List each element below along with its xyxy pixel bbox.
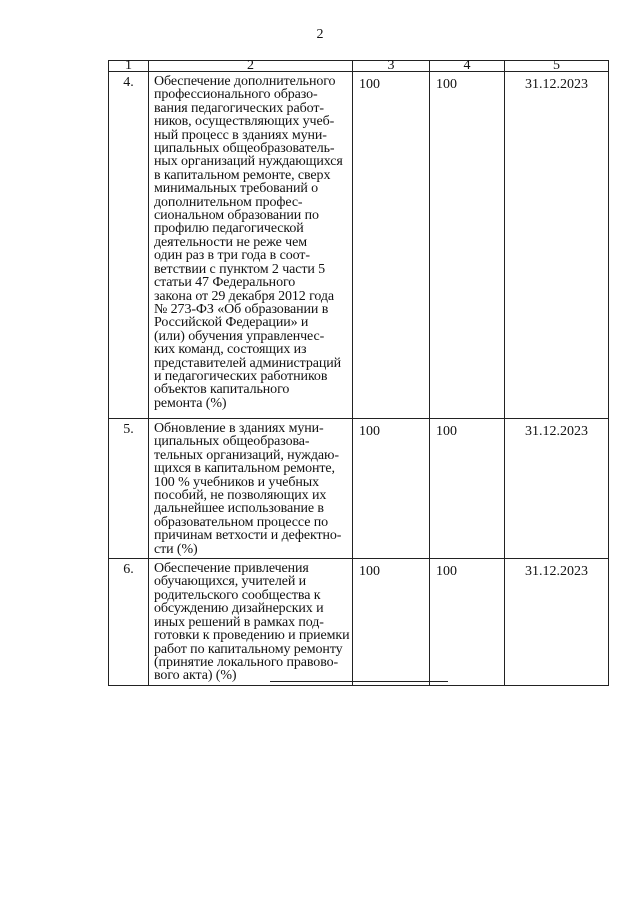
table-row [109,559,609,686]
page-number: 2 [316,27,324,42]
description-line: сиональном образовании по [154,208,319,224]
description-line: статьи 47 Федерального [154,275,296,291]
value-column-4: 100 [430,72,505,419]
deadline-date: 31.12.2023 [505,559,609,686]
indicator-description [149,72,353,419]
description-line: сти (%) [154,541,198,557]
description-line: ципальных общеобразователь- [154,141,335,157]
description-line: образовательном процессе по [154,514,329,530]
value-column-4: 100 [430,559,505,686]
value-column-3: 100 [353,419,430,559]
description-line: ных организаций нуждающихся [154,154,343,170]
description-line: 100 % учебников и учебных [154,474,319,490]
deadline-date: 31.12.2023 [505,419,609,559]
table-row [109,419,609,559]
description-line: щихся в капитальном ремонте, [154,461,335,477]
description-line: Обновление в зданиях муни- [154,421,324,436]
value-column-3: 100 [353,72,430,419]
description-line: деятельности не реже чем [154,234,307,250]
description-line: Обеспечение дополнительного [154,74,336,89]
description-line: представителей администраций [154,355,342,371]
indicator-description [149,559,353,686]
description-line: в капитальном ремонте, сверх [154,167,331,183]
description-line: минимальных требований о [154,181,319,197]
description-line: готовки к проведению и приемки [154,628,350,644]
deadline-date: 31.12.2023 [505,72,609,419]
description-line: причинам ветхости и дефектно- [154,528,342,544]
description-line: родительского сообщества к [154,587,321,603]
description-line: ветствии с пунктом 2 части 5 [154,261,326,277]
description-line: вания педагогических работ- [154,100,324,116]
column-header-4: 4 [430,61,505,72]
value-column-4: 100 [430,419,505,559]
row-number: 4. [109,72,149,419]
description-line: ких команд, состоящих из [154,342,307,358]
description-line: тельных организаций, нуждаю- [154,447,339,463]
description-line: и педагогических работников [154,368,328,384]
row-number: 5. [109,419,149,559]
description-line: ников, осуществляющих учеб- [154,114,335,130]
column-header-2: 2 [149,61,353,72]
value-column-3: 100 [353,559,430,686]
description-line: дальнейшее использование в [154,501,324,517]
table-row [109,72,609,419]
description-line: объектов капитального [154,382,290,398]
row-number: 6. [109,559,149,686]
description-line: работ по капитальному ремонту [154,641,343,657]
description-line: обсуждению дизайнерских и [154,601,324,617]
description-line: профилю педагогической [154,221,304,237]
description-line: Российской Федерации» и [154,315,309,331]
column-header-1: 1 [109,61,149,72]
indicators-table [108,60,609,686]
description-line: Обеспечение привлечения [154,561,309,577]
closing-separator-line [270,681,448,682]
column-header-3: 3 [353,61,430,72]
description-line: № 273-ФЗ «Об образовании в [154,301,329,317]
column-header-5: 5 [505,61,609,72]
description-line: (или) обучения управленчес- [154,328,325,344]
description-line: пособий, не позволяющих их [154,488,327,504]
description-line: (принятие локального правово- [154,654,339,670]
description-line: профессионального образо- [154,87,318,103]
description-line: иных решений в рамках под- [154,614,324,630]
description-line: дополнительном профес- [154,194,303,210]
table-header-row [109,61,609,72]
description-line: обучающихся, учителей и [154,574,307,590]
description-line: один раз в три года в соот- [154,248,310,264]
description-line: ремонта (%) [154,395,227,411]
description-line: ный процесс в зданиях муни- [154,127,327,143]
description-line: вого акта) (%) [154,668,237,684]
indicator-description [149,419,353,559]
description-line: ципальных общеобразова- [154,434,310,450]
description-line: закона от 29 декабря 2012 года [154,288,335,304]
